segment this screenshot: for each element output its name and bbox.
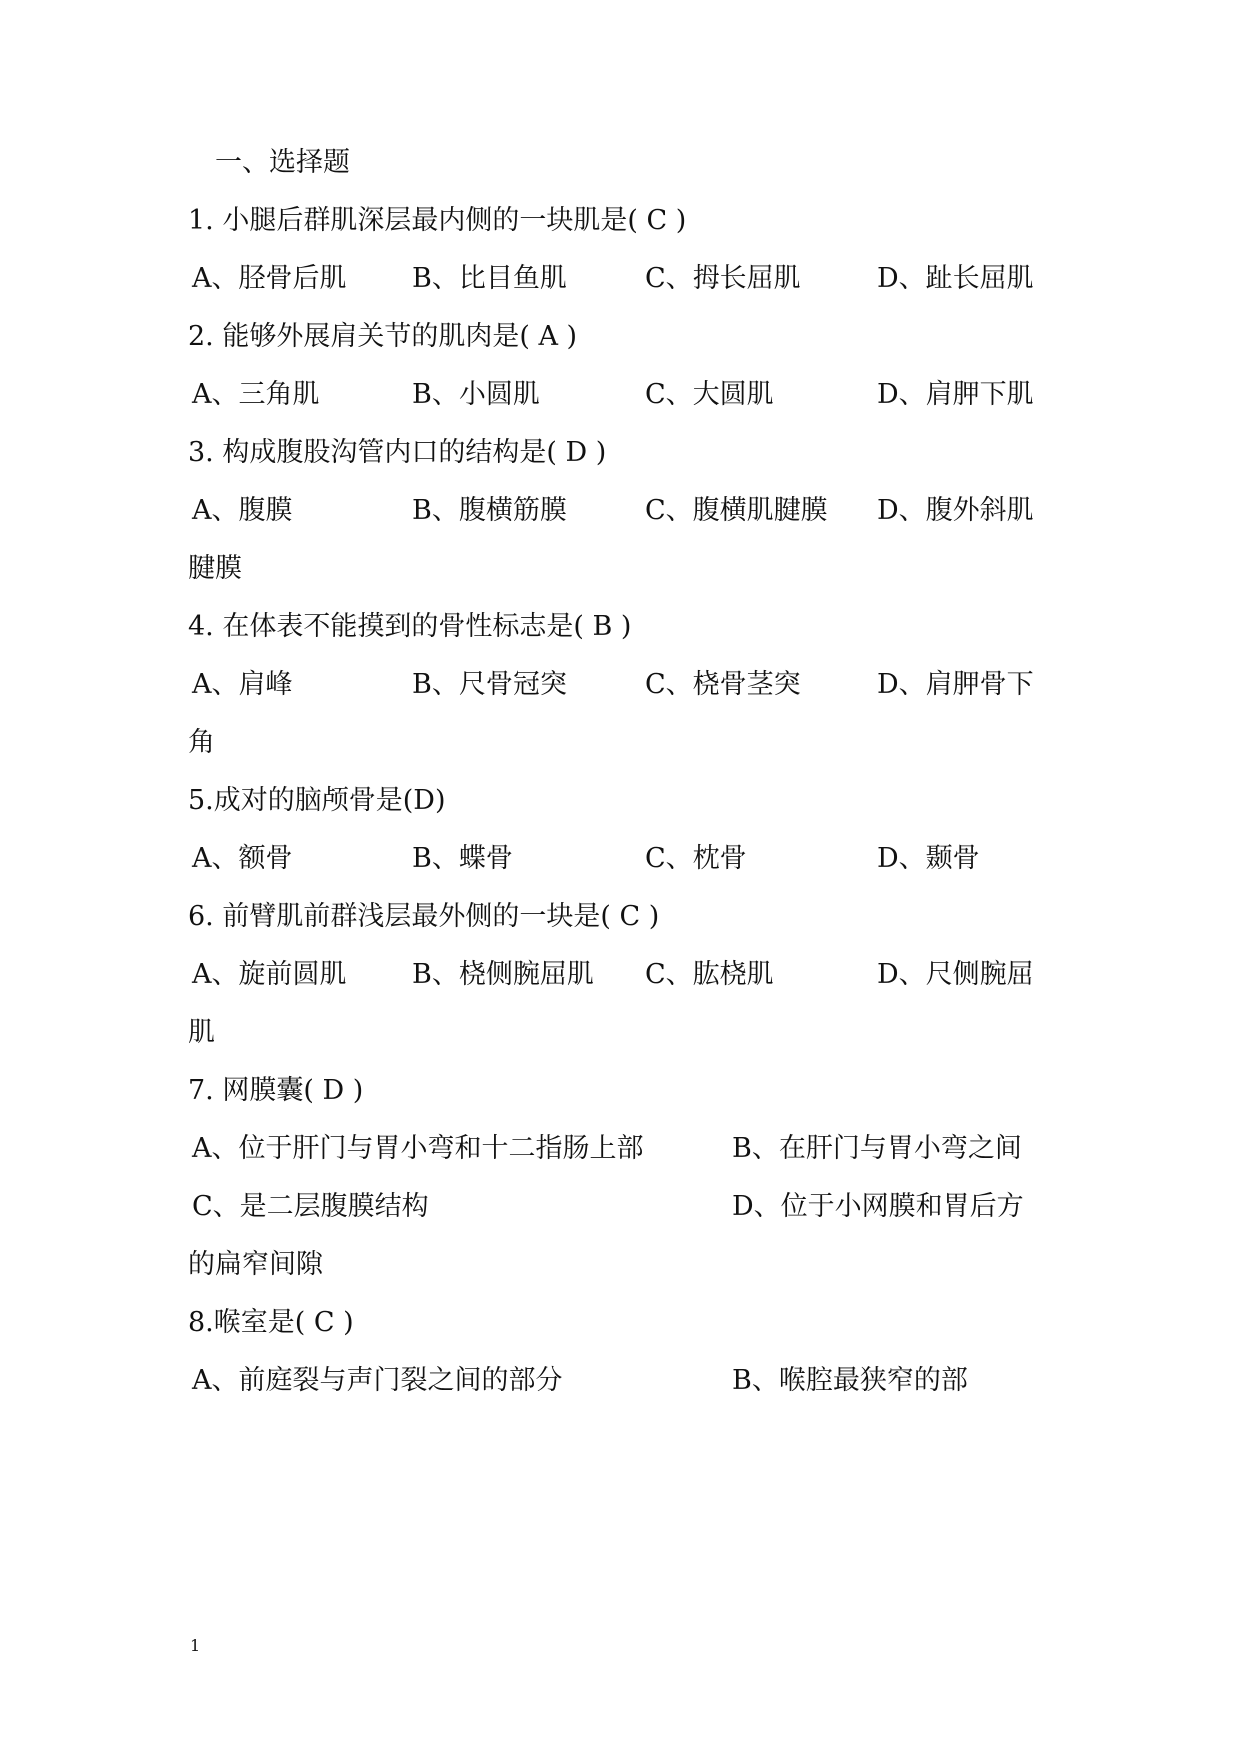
question-4-options <box>188 663 1068 707</box>
option-a: A、肩峰 <box>192 669 293 700</box>
option-d: D、肩胛下肌 <box>877 379 1034 410</box>
option-a: A、三角肌 <box>192 379 320 410</box>
option-a: A、胫骨后肌 <box>192 263 347 294</box>
question-8-stem: 8.喉室是( C ) <box>188 1307 354 1338</box>
question-5-stem: 5.成对的脑颅骨是(D) <box>188 785 446 816</box>
option-c: C、桡骨茎突 <box>645 669 801 700</box>
option-a: A、旋前圆肌 <box>192 959 347 990</box>
option-d: D、尺侧腕屈 <box>877 959 1034 990</box>
option-c: C、肱桡肌 <box>645 959 774 990</box>
option-c: C、大圆肌 <box>645 379 774 410</box>
option-a: A、腹膜 <box>192 495 293 526</box>
question-7-wrap-text: 的扁窄间隙 <box>188 1249 323 1280</box>
option-d: D、肩胛骨下 <box>877 669 1034 700</box>
question-4-stem: 4. 在体表不能摸到的骨性标志是( B ) <box>188 611 632 642</box>
question-7-options-row-1 <box>188 1127 1068 1171</box>
question-1-stem: 1. 小腿后群肌深层最内侧的一块肌是( C ) <box>188 205 687 236</box>
question-6-wrap-text: 肌 <box>188 1017 215 1048</box>
question-2-stem: 2. 能够外展肩关节的肌肉是( A ) <box>188 321 578 352</box>
question-3-stem: 3. 构成腹股沟管内口的结构是( D ) <box>188 437 607 468</box>
option-b: B、比目鱼肌 <box>412 263 567 294</box>
question-2-options <box>188 373 1068 417</box>
question-3-wrap-text: 腱膜 <box>188 553 242 584</box>
option-b: B、小圆肌 <box>412 379 540 410</box>
question-1-options <box>188 257 1068 301</box>
option-a: A、额骨 <box>192 843 293 874</box>
option-b: B、桡侧腕屈肌 <box>412 959 594 990</box>
question-5-options <box>188 837 1068 881</box>
option-a: A、位于肝门与胃小弯和十二指肠上部 <box>192 1133 644 1164</box>
option-d: D、颞骨 <box>877 843 980 874</box>
question-6-options <box>188 953 1068 997</box>
option-b: B、在肝门与胃小弯之间 <box>732 1133 1022 1164</box>
option-c: C、枕骨 <box>645 843 747 874</box>
option-d: D、趾长屈肌 <box>877 263 1034 294</box>
option-d: D、腹外斜肌 <box>877 495 1034 526</box>
question-7-stem: 7. 网膜囊( D ) <box>188 1075 364 1106</box>
page-number: 1 <box>190 1636 201 1655</box>
option-b: B、腹横筋膜 <box>412 495 567 526</box>
option-c: C、是二层腹膜结构 <box>192 1191 429 1222</box>
option-c: C、拇长屈肌 <box>645 263 801 294</box>
option-b: B、蝶骨 <box>412 843 513 874</box>
option-c: C、腹横肌腱膜 <box>645 495 828 526</box>
question-8-options <box>188 1359 1068 1403</box>
section-title: 一、选择题 <box>215 147 350 178</box>
option-d: D、位于小网膜和胃后方 <box>732 1191 1024 1222</box>
question-4-wrap-text: 角 <box>188 727 215 758</box>
option-a: A、前庭裂与声门裂之间的部分 <box>192 1365 563 1396</box>
question-6-stem: 6. 前臂肌前群浅层最外侧的一块是( C ) <box>188 901 660 932</box>
question-3-options <box>188 489 1068 533</box>
option-b: B、喉腔最狭窄的部 <box>732 1365 968 1396</box>
question-7-options-row-2 <box>188 1185 1068 1229</box>
option-b: B、尺骨冠突 <box>412 669 567 700</box>
